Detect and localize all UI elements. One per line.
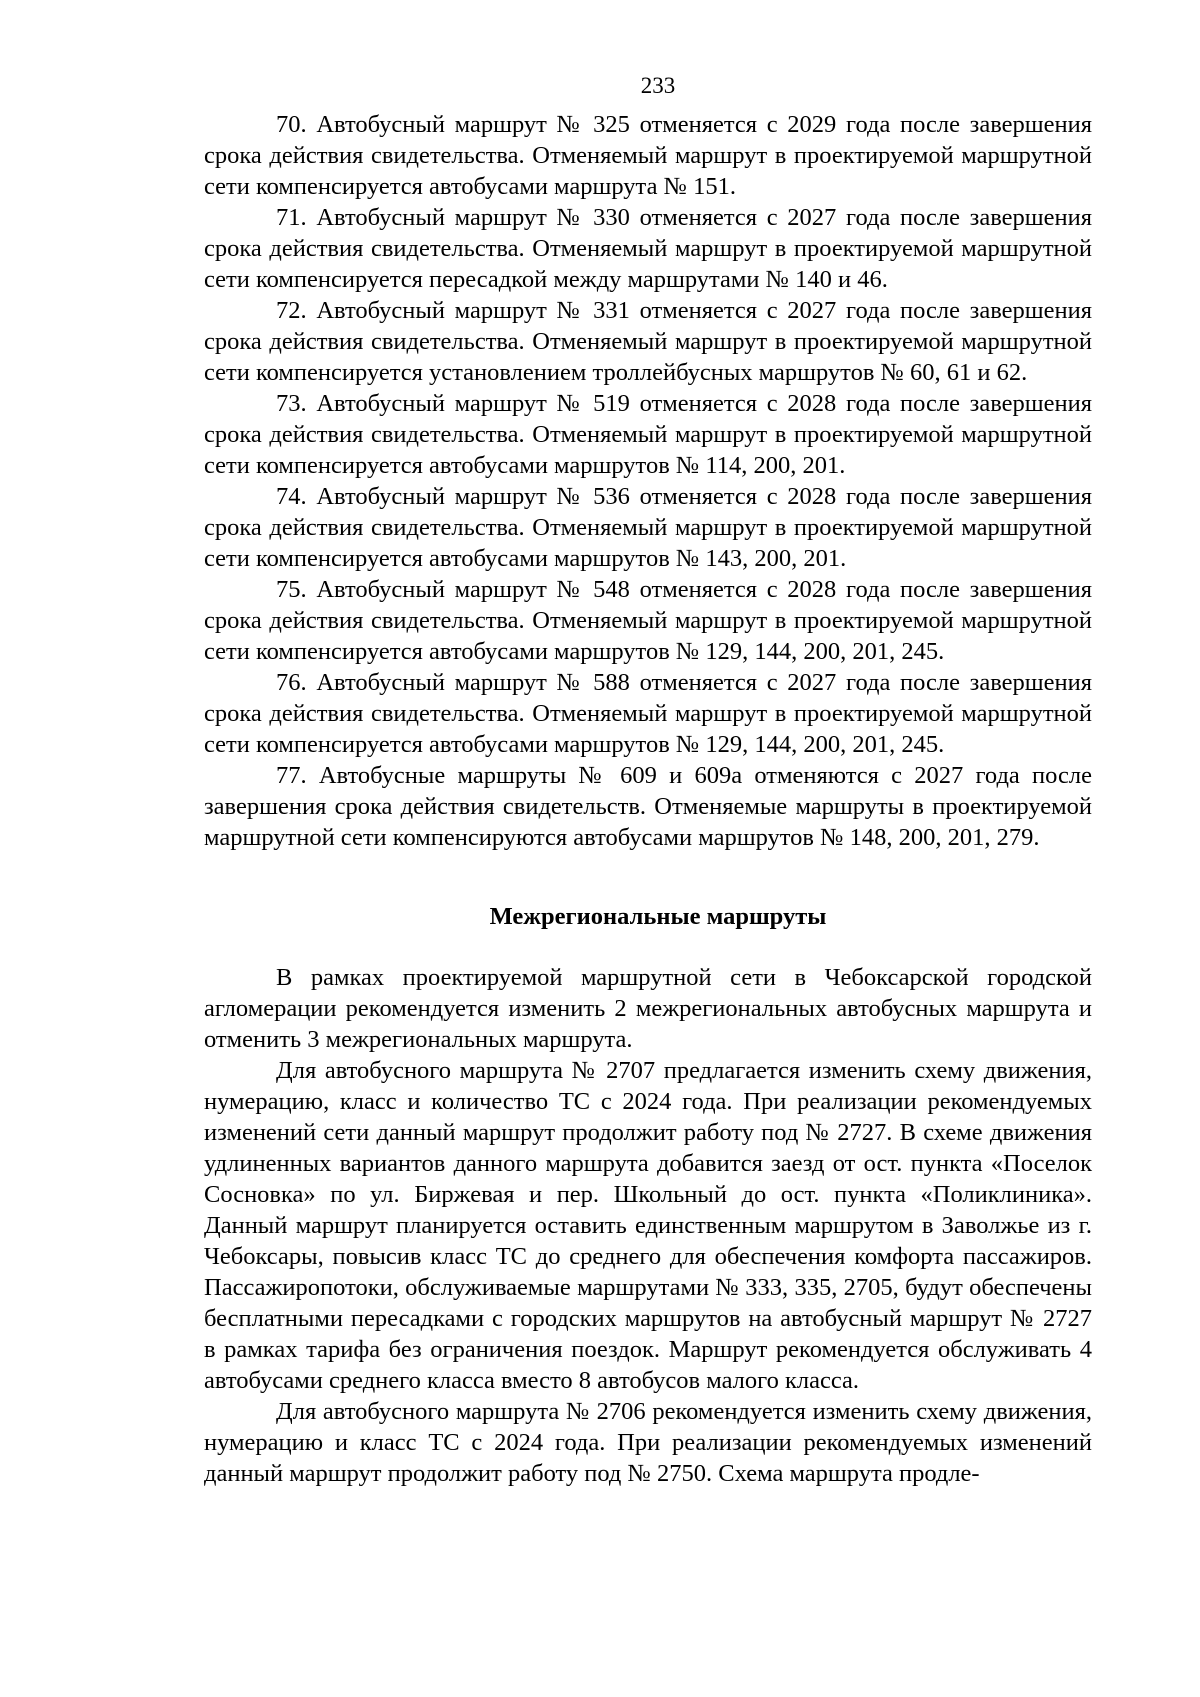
- page-number: 233: [640, 73, 676, 98]
- list-item-73: 73. Автобусный маршрут № 519 отменяется с 2028 года после завершения срока действия свидетельства. Отменяемый маршрут в проектируемой маршрутной сети компенсируется автобусами маршрутов № 114, 200, 201.: [204, 390, 1092, 479]
- list-item-77: 77. Автобусные маршруты № 609 и 609а отменяются с 2027 года после завершения срока действия свидетельств. Отменяемые маршруты в проектируемой маршрутной сети компенсируются автобусами маршрутов № 148, 200, 201, 279.: [204, 762, 1092, 851]
- list-item-75: 75. Автобусный маршрут № 548 отменяется с 2028 года после завершения срока действия свидетельства. Отменяемый маршрут в проектируемой маршрутной сети компенсируется автобусами маршрутов № 129, 144, 200, 201, 245.: [204, 576, 1092, 665]
- list-item-74: 74. Автобусный маршрут № 536 отменяется с 2028 года после завершения срока действия свидетельства. Отменяемый маршрут в проектируемой маршрутной сети компенсируется автобусами маршрутов № 143, 200, 201.: [204, 483, 1092, 572]
- section-paragraph-intro: В рамках проектируемой маршрутной сети в Чебоксарской городской агломерации рекомендуется изменить 2 межрегиональных автобусных маршрута и отменить 3 межрегиональных маршрута.: [204, 964, 1092, 1053]
- list-item-71: 71. Автобусный маршрут № 330 отменяется с 2027 года после завершения срока действия свидетельства. Отменяемый маршрут в проектируемой маршрутной сети компенсируется пересадкой между маршрутами № 140 и 46.: [204, 204, 1092, 293]
- list-item-70: 70. Автобусный маршрут № 325 отменяется с 2029 года после завершения срока действия свидетельства. Отменяемый маршрут в проектируемой маршрутной сети компенсируется автобусами маршрута № 151.: [204, 111, 1092, 200]
- section-heading: Межрегиональные маршруты: [489, 903, 827, 930]
- section-paragraph-route-2707: Для автобусного маршрута № 2707 предлагается изменить схему движения, нумерацию, класс и количество ТС с 2024 года. При реализации рекомендуемых изменений сети данный маршрут продолжит работу под № 2727. В схеме движения удлиненных вариантов данного маршрута добавится заезд от ост. пункта «Поселок Сосновка» по ул. Биржевая и пер. Школьный до ост. пункта «Поликлиника». Данный маршрут планируется оставить единственным маршрутом в Заволжье из г. Чебоксары, повысив класс ТС до среднего для обеспечения комфорта пассажиров. Пассажиропотоки, обслуживаемые маршрутами № 333, 335, 2705, будут обеспечены бесплатными пересадками с городских маршрутов на автобусный маршрут № 2727 в рамках тарифа без ограничения поездок. Маршрут рекомендуется обслуживать 4 автобусами среднего класса вместо 8 автобусов малого класса.: [204, 1057, 1092, 1394]
- section-paragraph-route-2706: Для автобусного маршрута № 2706 рекомендуется изменить схему движения, нумерацию и класс ТС с 2024 года. При реализации рекомендуемых изменений данный маршрут продолжит работу под № 2750. Схема маршрута продле-: [204, 1398, 1092, 1487]
- list-item-72: 72. Автобусный маршрут № 331 отменяется с 2027 года после завершения срока действия свидетельства. Отменяемый маршрут в проектируемой маршрутной сети компенсируется установлением троллейбусных маршрутов № 60, 61 и 62.: [204, 297, 1092, 386]
- list-item-76: 76. Автобусный маршрут № 588 отменяется с 2027 года после завершения срока действия свидетельства. Отменяемый маршрут в проектируемой маршрутной сети компенсируется автобусами маршрутов № 129, 144, 200, 201, 245.: [204, 669, 1092, 758]
